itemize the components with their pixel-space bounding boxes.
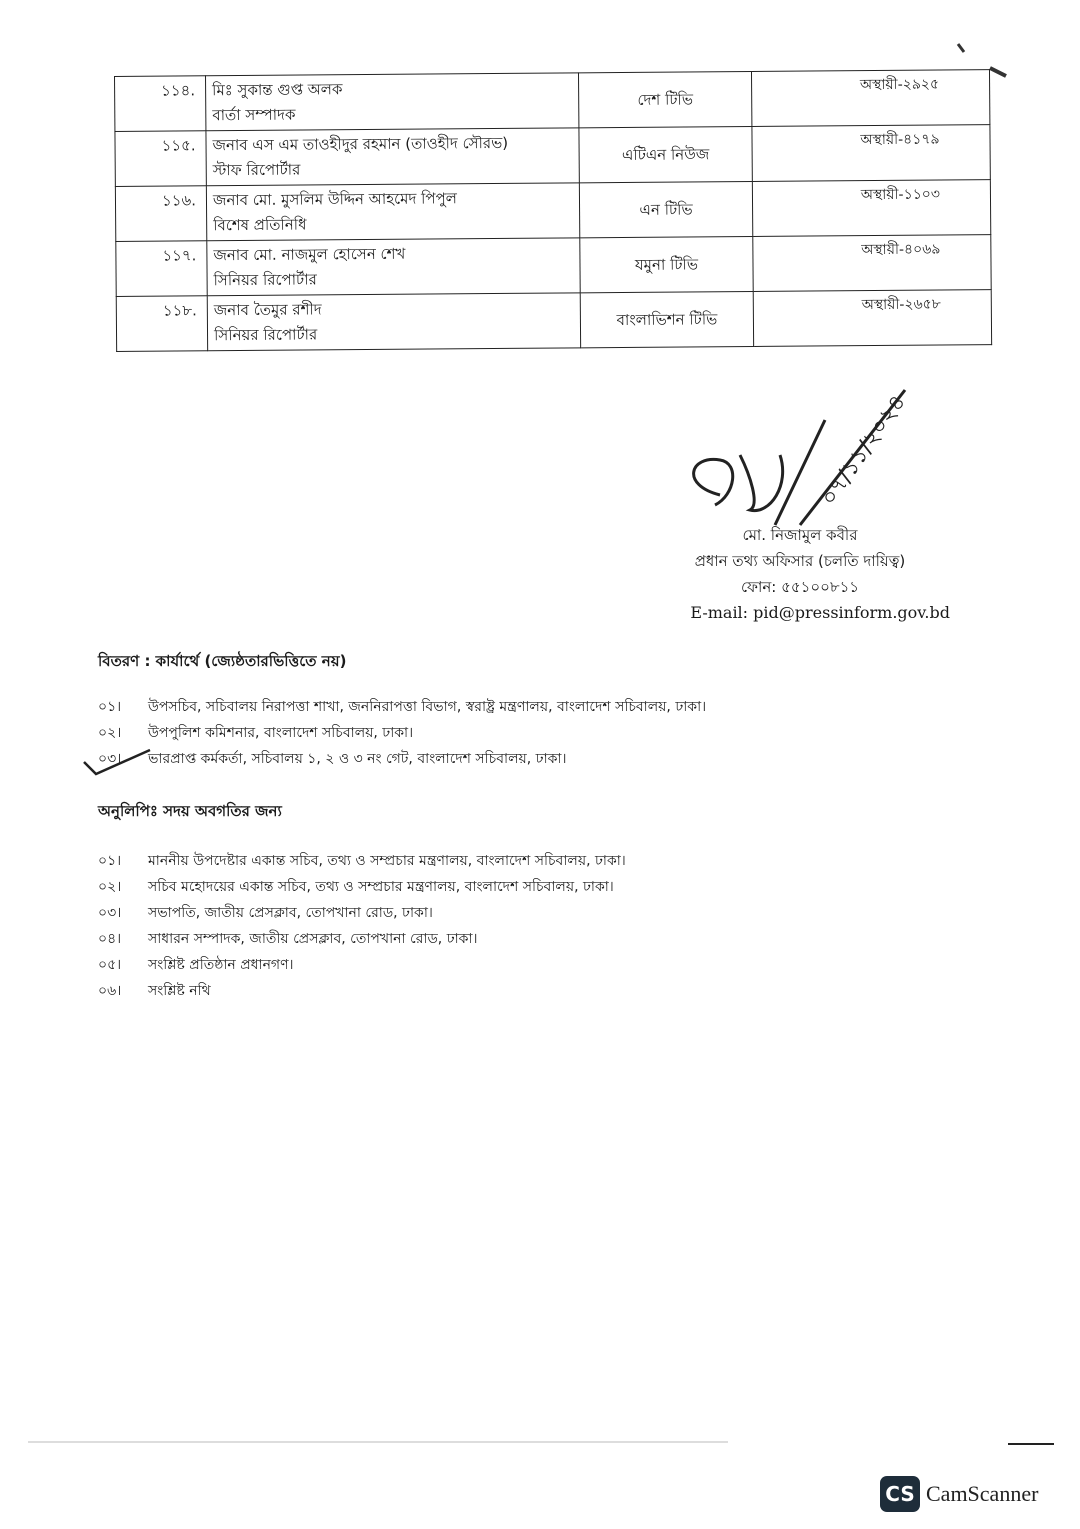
list-item [98,978,626,1004]
serial-number: ১১৭. [116,241,207,297]
distribution-heading: বিতরণ : কার্যার্থে (জ্যেষ্ঠতারভিত্তিতে নয়) [98,652,347,670]
copies-heading: অনুলিপিঃ সদয় অবগতির জন্য [98,802,282,820]
person-designation: সিনিয়র রিপোর্টার [213,270,317,290]
name-cell [206,183,579,241]
accreditation-number: অস্থায়ী-২৬৫৮ [753,290,991,347]
signatory-email: E-mail: pid@pressinform.gov.bd [690,603,950,622]
item-text: সংশ্লিষ্ট নথি [148,983,211,999]
person-name: জনাব মো. নাজমুল হোসেন শেখ [213,244,406,265]
table-row [116,235,991,297]
list-item [98,746,706,772]
organization: এটিএন নিউজ [579,126,752,182]
list-item [98,874,626,900]
signatory-block [640,522,960,626]
serial-number: ১১৪. [115,76,206,132]
person-designation: স্টাফ রিপোর্টার [212,160,301,180]
item-number: ০২। [98,725,122,741]
camscanner-text: CamScanner [926,1481,1039,1506]
camscanner-logo-icon: CS [880,1476,920,1512]
accreditation-number: অস্থায়ী-৪০৬৯ [753,235,991,292]
name-cell [206,73,579,131]
signatory-phone: ফোন: ৫৫১০০৮১১ [740,578,860,596]
organization: যমুনা টিভি [580,236,753,292]
person-name: জনাব মো. মুসলিম উদ্দিন আহমেদ পিপুল [212,189,457,210]
organization: এন টিভি [579,181,752,237]
footer-rule [1008,1443,1054,1445]
signatory-name: মো. নিজামুল কবীর [742,526,858,544]
name-cell [207,238,580,296]
table-row [116,290,991,352]
item-text: উপসচিব, সচিবালয় নিরাপত্তা শাখা, জননিরাপত্তা বিভাগ, স্বরাষ্ট্র মন্ত্রণালয়, বাংলাদেশ সচিবালয়, ঢাকা। [148,699,707,715]
serial-number: ১১৫. [115,131,206,187]
item-text: সভাপতি, জাতীয় প্রেসক্লাব, তোপখানা রোড, ঢাকা। [148,905,433,921]
item-number: ০১। [98,699,122,715]
person-name: মিঃ সুকান্ত গুপ্ত অলক [212,80,343,100]
list-item [98,720,706,746]
item-number: ০৩। [98,751,122,767]
item-text: সংশ্লিষ্ট প্রতিষ্ঠান প্রধানগণ। [148,957,294,973]
name-cell [206,128,579,186]
person-name: জনাব এস এম তাওহীদুর রহমান (তাওহীদ সৌরভ) [212,133,509,155]
item-number: ০৬। [98,983,122,999]
serial-number: ১১৮. [116,296,207,352]
scan-artifact-line [28,1441,728,1443]
table-row [115,180,990,242]
item-text: সাধারন সম্পাদক, জাতীয় প্রেসক্লাব, তোপখানা রোড, ঢাকা। [148,931,478,947]
item-number: ০৫। [98,957,122,973]
list-item [98,848,626,874]
item-text: মাননীয় উপদেষ্টার একান্ত সচিব, তথ্য ও সম্প্রচার মন্ত্রণালয়, বাংলাদেশ সচিবালয়, ঢাকা। [148,853,626,869]
list-item [98,900,626,926]
accreditation-number: অস্থায়ী-৪১৭৯ [752,125,990,182]
accreditation-number: অস্থায়ী-১১০৩ [752,180,990,237]
person-designation: বার্তা সম্পাদক [212,105,296,125]
handwritten-tick-mark [80,748,160,778]
item-number: ০২। [98,879,122,895]
item-text: সচিব মহোদয়ের একান্ত সচিব, তথ্য ও সম্প্রচার মন্ত্রণালয়, বাংলাদেশ সচিবালয়, ঢাকা। [148,879,614,895]
item-text: উপপুলিশ কমিশনার, বাংলাদেশ সচিবালয়, ঢাকা। [148,725,414,741]
item-text: ভারপ্রাপ্ত কর্মকর্তা, সচিবালয় ১, ২ ও ৩ নং গেট, বাংলাদেশ সচিবালয়, ঢাকা। [148,751,567,767]
camscanner-watermark [880,1476,1038,1512]
signatory-title: প্রধান তথ্য অফিসার (চলতি দায়িত্ব) [694,552,906,570]
organization: দেশ টিভি [578,71,751,127]
list-item [98,926,626,952]
handwritten-signature [680,385,920,535]
accreditation-table [114,69,992,352]
person-designation: বিশেষ প্রতিনিধি [213,215,307,235]
table-row [115,70,990,132]
copies-list [98,848,626,1004]
item-number: ০৪। [98,931,122,947]
organization: বাংলাভিশন টিভি [580,291,753,347]
item-number: ০৩। [98,905,122,921]
item-number: ০১। [98,853,122,869]
serial-number: ১১৬. [115,186,206,242]
signature-date: ০৭/১১/২০২৪ [816,390,912,511]
person-designation: সিনিয়র রিপোর্টার [213,325,318,345]
person-name: জনাব তৈমুর রশীদ [213,300,322,320]
name-cell [207,293,580,351]
accreditation-number: অস্থায়ী-২৯২৫ [751,70,989,127]
list-item [98,694,706,720]
table-row [115,125,990,187]
list-item [98,952,626,978]
distribution-list [98,694,706,772]
